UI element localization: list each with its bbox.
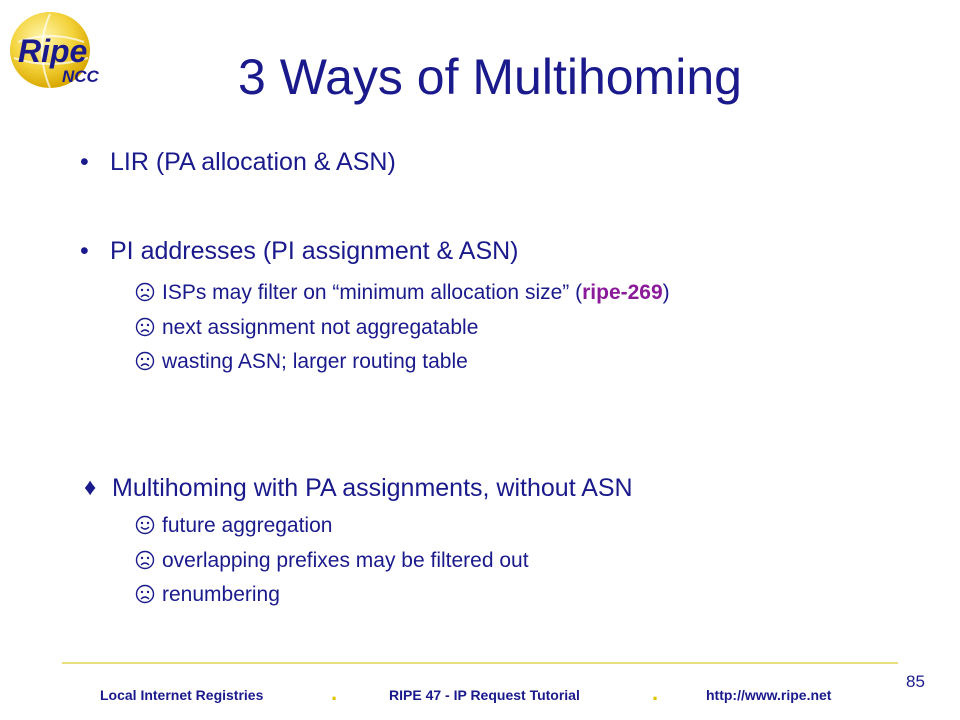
ripe-269-reference: ripe-269: [582, 281, 663, 304]
frown-icon: [135, 317, 155, 343]
footer-divider: [62, 662, 898, 664]
footer-url[interactable]: http://www.ripe.net: [706, 687, 832, 703]
sub-item-text: wasting ASN; larger routing table: [162, 350, 468, 373]
sub-item-text: overlapping prefixes may be filtered out: [162, 549, 529, 572]
bullet-text: LIR (PA allocation & ASN): [110, 148, 396, 176]
bullet-text: Multihoming with PA assignments, without ASN: [112, 474, 633, 502]
diamond-icon: ♦: [84, 474, 97, 501]
footer-left: Local Internet Registries: [100, 687, 264, 703]
bullet-text: PI addresses (PI assignment & ASN): [110, 237, 519, 265]
frown-icon: [135, 351, 155, 377]
bullet-mark: •: [80, 148, 89, 176]
smile-icon: [135, 515, 155, 541]
sub-item-text: future aggregation: [162, 514, 333, 537]
frown-icon: [135, 584, 155, 610]
footer-middle: RIPE 47 - IP Request Tutorial: [389, 687, 580, 703]
sub-item-text: next assignment not aggregatable: [162, 316, 479, 339]
logo-sub: NCC: [62, 67, 99, 86]
logo-word: Ripe: [18, 33, 88, 69]
bullet-mark: •: [80, 237, 89, 265]
footer-separator: .: [331, 680, 338, 705]
frown-icon: [135, 282, 155, 308]
page-title: 3 Ways of Multihoming: [238, 49, 742, 105]
frown-icon: [135, 550, 155, 576]
sub-item-text: ISPs may filter on “minimum allocation size” (ripe-269): [162, 281, 670, 304]
footer-separator: .: [652, 680, 659, 705]
sub-item-text: renumbering: [162, 583, 280, 606]
page-number: 85: [906, 672, 925, 691]
